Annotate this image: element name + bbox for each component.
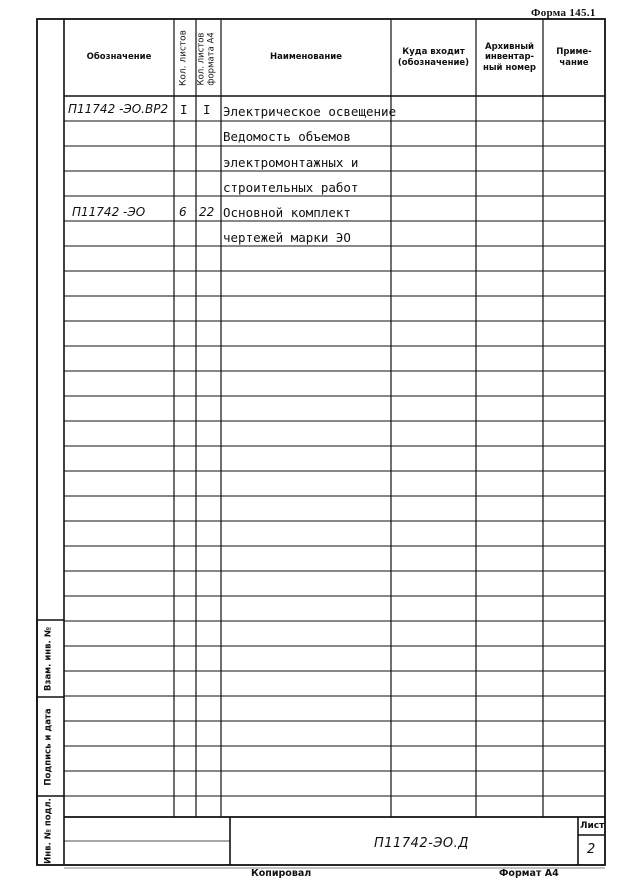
row-6-name: чертежей марки ЭО bbox=[223, 230, 351, 245]
row-5-name: Основной комплект bbox=[223, 205, 351, 220]
format-label: Формат А4 bbox=[499, 868, 559, 879]
header-note-line1: Приме- bbox=[556, 46, 592, 57]
sheet-number: 2 bbox=[587, 842, 596, 857]
row-lines bbox=[64, 121, 605, 796]
header-archive-line3: ный номер bbox=[483, 62, 536, 73]
header-designation: Обозначение bbox=[86, 52, 152, 63]
header-note bbox=[543, 19, 605, 96]
row-5-sheets-a4: 22 bbox=[199, 205, 215, 219]
row-4-name: строительных работ bbox=[223, 180, 359, 195]
header-archive-line1: Архивный bbox=[485, 41, 534, 52]
document-code: П11742-ЭО.Д bbox=[374, 836, 469, 851]
row-5-designation: П11742 -ЭО bbox=[72, 205, 146, 219]
row-5-sheets: 6 bbox=[179, 205, 187, 219]
copied-by: Копировал bbox=[251, 868, 312, 879]
row-1-sheets: I bbox=[180, 102, 188, 117]
header-archive-line2: инвентар- bbox=[484, 52, 535, 63]
header-sheet-count-a4 bbox=[198, 21, 220, 98]
side-replacement-inv: Взам. инв. № bbox=[43, 627, 54, 691]
row-3-name: электромонтажных и bbox=[223, 155, 359, 170]
side-original-inv: Инв. № подл. bbox=[43, 798, 54, 864]
form-number: Форма 145.1 bbox=[531, 7, 596, 19]
header-name: Наименование bbox=[270, 52, 342, 63]
header-included-in bbox=[391, 19, 476, 96]
header-included-in-line1: Куда входит bbox=[402, 46, 465, 57]
header-note-line2: чание bbox=[559, 57, 589, 68]
side-signature-date: Подпись и дата bbox=[43, 708, 54, 786]
header-included-in-line2: (обозначение) bbox=[397, 57, 470, 68]
header-sheet-count-a4-line2: формата А4 bbox=[206, 32, 217, 86]
header-sheet-count: Кол. листов bbox=[178, 30, 189, 86]
header-sheet-count-a4-line1: Кол. листов bbox=[196, 32, 207, 86]
header-archive bbox=[476, 19, 543, 96]
row-1-designation: П11742 -ЭО.ВР2 bbox=[68, 102, 169, 116]
sheet-label: Лист bbox=[580, 821, 605, 831]
row-1-name: Электрическое освещение bbox=[223, 104, 397, 119]
row-1-sheets-a4: I bbox=[203, 102, 211, 117]
row-2-name: Ведомость объемов bbox=[223, 129, 351, 144]
